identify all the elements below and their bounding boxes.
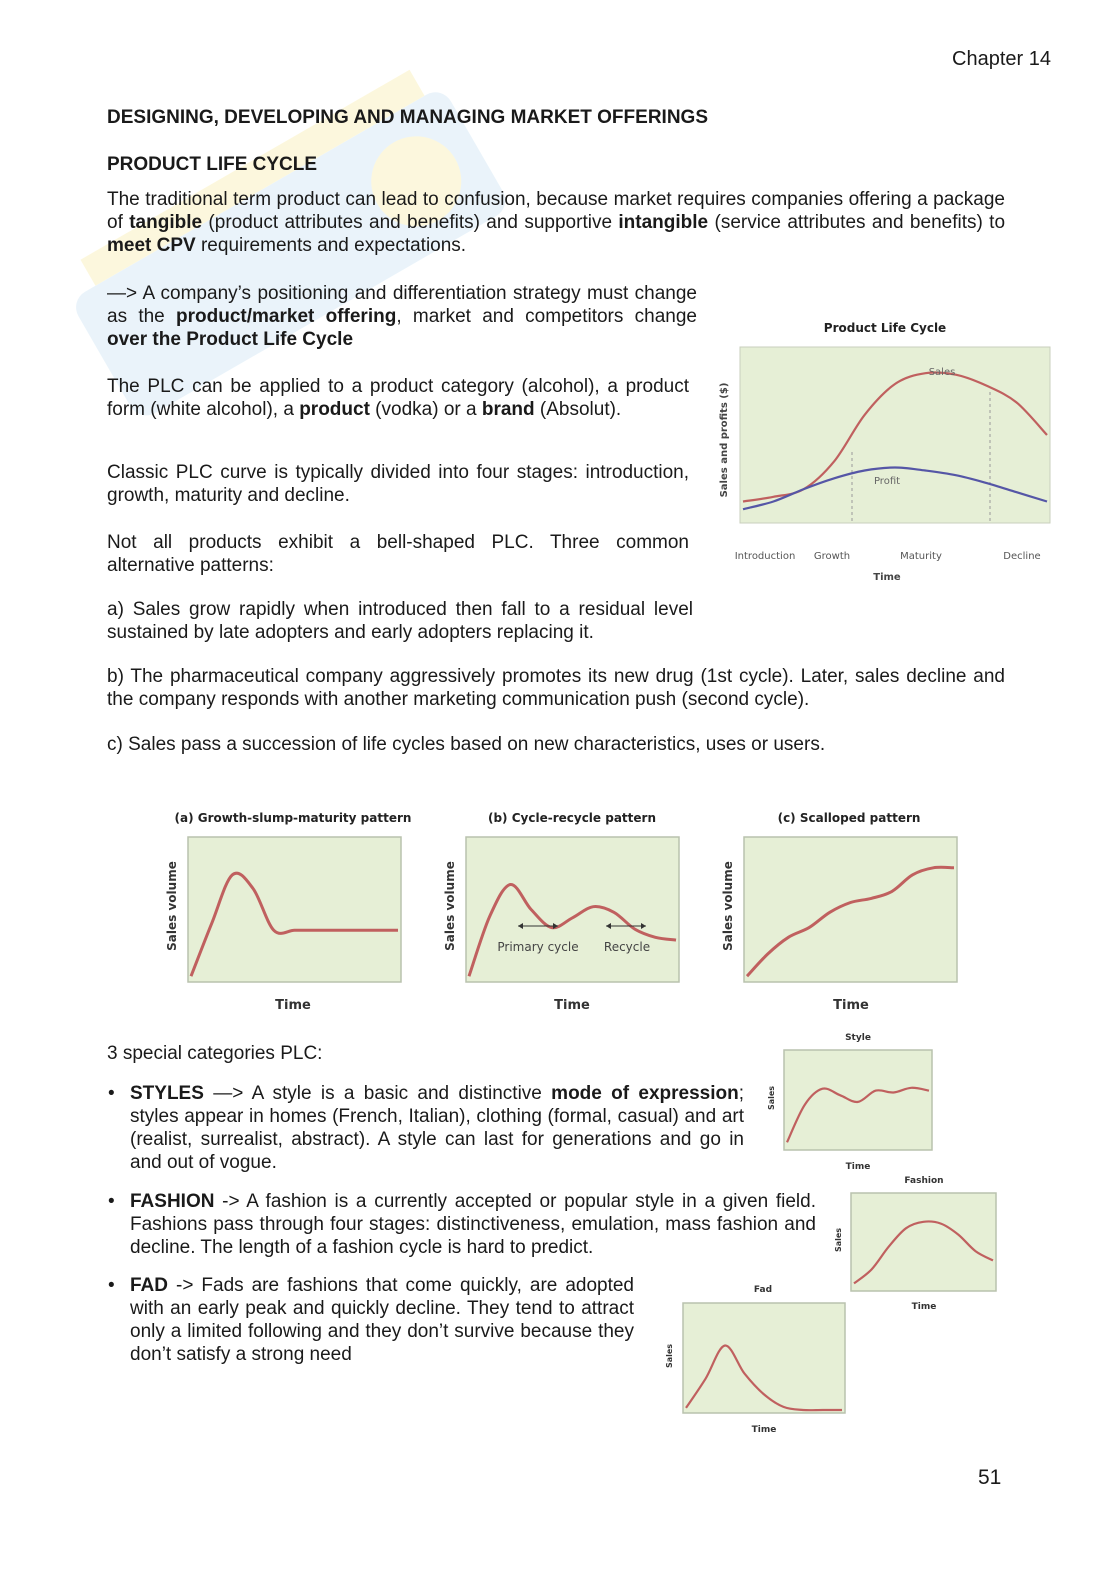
- profit-series-label: Profit: [873, 476, 901, 487]
- chapter-label: Chapter 14: [952, 48, 1051, 70]
- pattern-b-paragraph: b) The pharmaceutical company aggressively promotes its new drug (1st cycle). Later, sales decline and the company responds with another marketing communication push (second cycle).: [107, 666, 1005, 710]
- bullet-dot: •: [108, 1275, 115, 1296]
- y-axis-label: Sales: [665, 1343, 674, 1369]
- classic-paragraph: Classic PLC curve is typically divided into four stages: introduction, growth, maturity and decline.: [107, 462, 689, 506]
- y-axis-label: Sales and profits ($): [719, 382, 730, 498]
- y-axis-label: Sales volume: [443, 861, 457, 951]
- y-axis-label: Sales volume: [721, 861, 735, 951]
- chart-panel: [188, 837, 401, 982]
- section-title: PRODUCT LIFE CYCLE: [107, 154, 318, 175]
- x-axis-label: Time: [911, 1302, 937, 1312]
- bullet-fashion: • FASHION -> A fashion is a currently accepted or popular style in a given field. Fashions pass through four stages: distinctiveness, emulation, mass fashion and decline. The length of a fashion cycle is hard to predict.: [108, 1191, 816, 1258]
- primary-cycle-label: Primary cycle: [497, 940, 579, 954]
- x-axis-label: Time: [275, 998, 311, 1013]
- chart-title: Product Life Cycle: [823, 321, 947, 335]
- bullet-dot: •: [108, 1083, 115, 1104]
- pattern-a-paragraph: a) Sales grow rapidly when introduced then fall to a residual level sustained by late adopters and early adopters replacing it.: [107, 599, 693, 643]
- stage-label: Introduction: [734, 551, 796, 562]
- chart-panel: [851, 1193, 996, 1291]
- sales-series-label: Sales: [928, 367, 956, 378]
- x-axis-label: Time: [751, 1425, 777, 1435]
- chart-title: Fashion: [904, 1176, 944, 1186]
- style-chart: [760, 1026, 945, 1176]
- watermark-logo: [40, 30, 560, 490]
- y-axis-label: Sales volume: [165, 861, 179, 951]
- chart-title: (a) Growth-slump-maturity pattern: [174, 811, 412, 825]
- fashion-chart: [828, 1168, 1013, 1318]
- stage-label: Growth: [813, 551, 851, 562]
- chart-title: Fad: [753, 1285, 773, 1295]
- pattern-b-chart: [438, 800, 708, 1020]
- not-all-paragraph: Not all products exhibit a bell-shaped PLC. Three common alternative patterns:: [107, 532, 689, 576]
- recycle-label: Recycle: [603, 940, 651, 954]
- x-axis-label: Time: [873, 572, 901, 583]
- bullet-styles: • STYLES —> A style is a basic and distinctive mode of expression; styles appear in homes (French, Italian), clothing (formal, casual) and art (realist, surrealist, abstract). A style can last for generations and go in and out of vogue.: [108, 1083, 744, 1173]
- plc-applied-paragraph: The PLC can be applied to a product category (alcohol), a product form (white alcohol), a product (vodka) or a brand (Absolut).: [107, 376, 689, 420]
- x-axis-label: Time: [833, 998, 869, 1013]
- y-axis-label: Sales: [834, 1227, 843, 1253]
- chart-panel: [683, 1303, 845, 1413]
- pattern-a-chart: [160, 800, 430, 1020]
- stage-label: Decline: [1003, 551, 1041, 562]
- bullet-dot: •: [108, 1191, 115, 1212]
- plc-main-chart: [710, 312, 1070, 597]
- stage-label: Maturity: [900, 551, 942, 562]
- y-axis-label: Sales: [767, 1085, 776, 1111]
- chart-title: (c) Scalloped pattern: [777, 811, 921, 825]
- page-number: 51: [978, 1466, 1002, 1489]
- chart-panel: [466, 837, 679, 982]
- chart-title: (b) Cycle-recycle pattern: [487, 811, 657, 825]
- positioning-paragraph: —> A company’s positioning and differentiation strategy must change as the product/market offering, market and competitors change over the Product Life Cycle: [107, 283, 697, 350]
- chart-panel: [744, 837, 957, 982]
- pattern-c-paragraph: c) Sales pass a succession of life cycles based on new characteristics, uses or users.: [107, 734, 826, 755]
- fad-chart: [660, 1278, 855, 1443]
- x-axis-label: Time: [554, 998, 590, 1013]
- page-title: DESIGNING, DEVELOPING AND MANAGING MARKET OFFERINGS: [107, 107, 708, 128]
- bullet-fad: • FAD -> Fads are fashions that come quickly, are adopted with an early peak and quickly decline. They tend to attract only a limited following and they don’t survive because they don’t satisfy a strong need: [108, 1275, 634, 1365]
- special-categories-intro: 3 special categories PLC:: [107, 1043, 323, 1064]
- x-axis-label: Time: [845, 1162, 871, 1172]
- intro-paragraph: The traditional term product can lead to confusion, because market requires companies offering a package of tangible (product attributes and benefits) and supportive intangible (service attributes and benefits) to meet CPV requirements and expectations.: [107, 189, 1006, 256]
- chart-title: Style: [845, 1033, 871, 1043]
- chart-panel: [784, 1050, 932, 1150]
- pattern-c-chart: [716, 800, 986, 1020]
